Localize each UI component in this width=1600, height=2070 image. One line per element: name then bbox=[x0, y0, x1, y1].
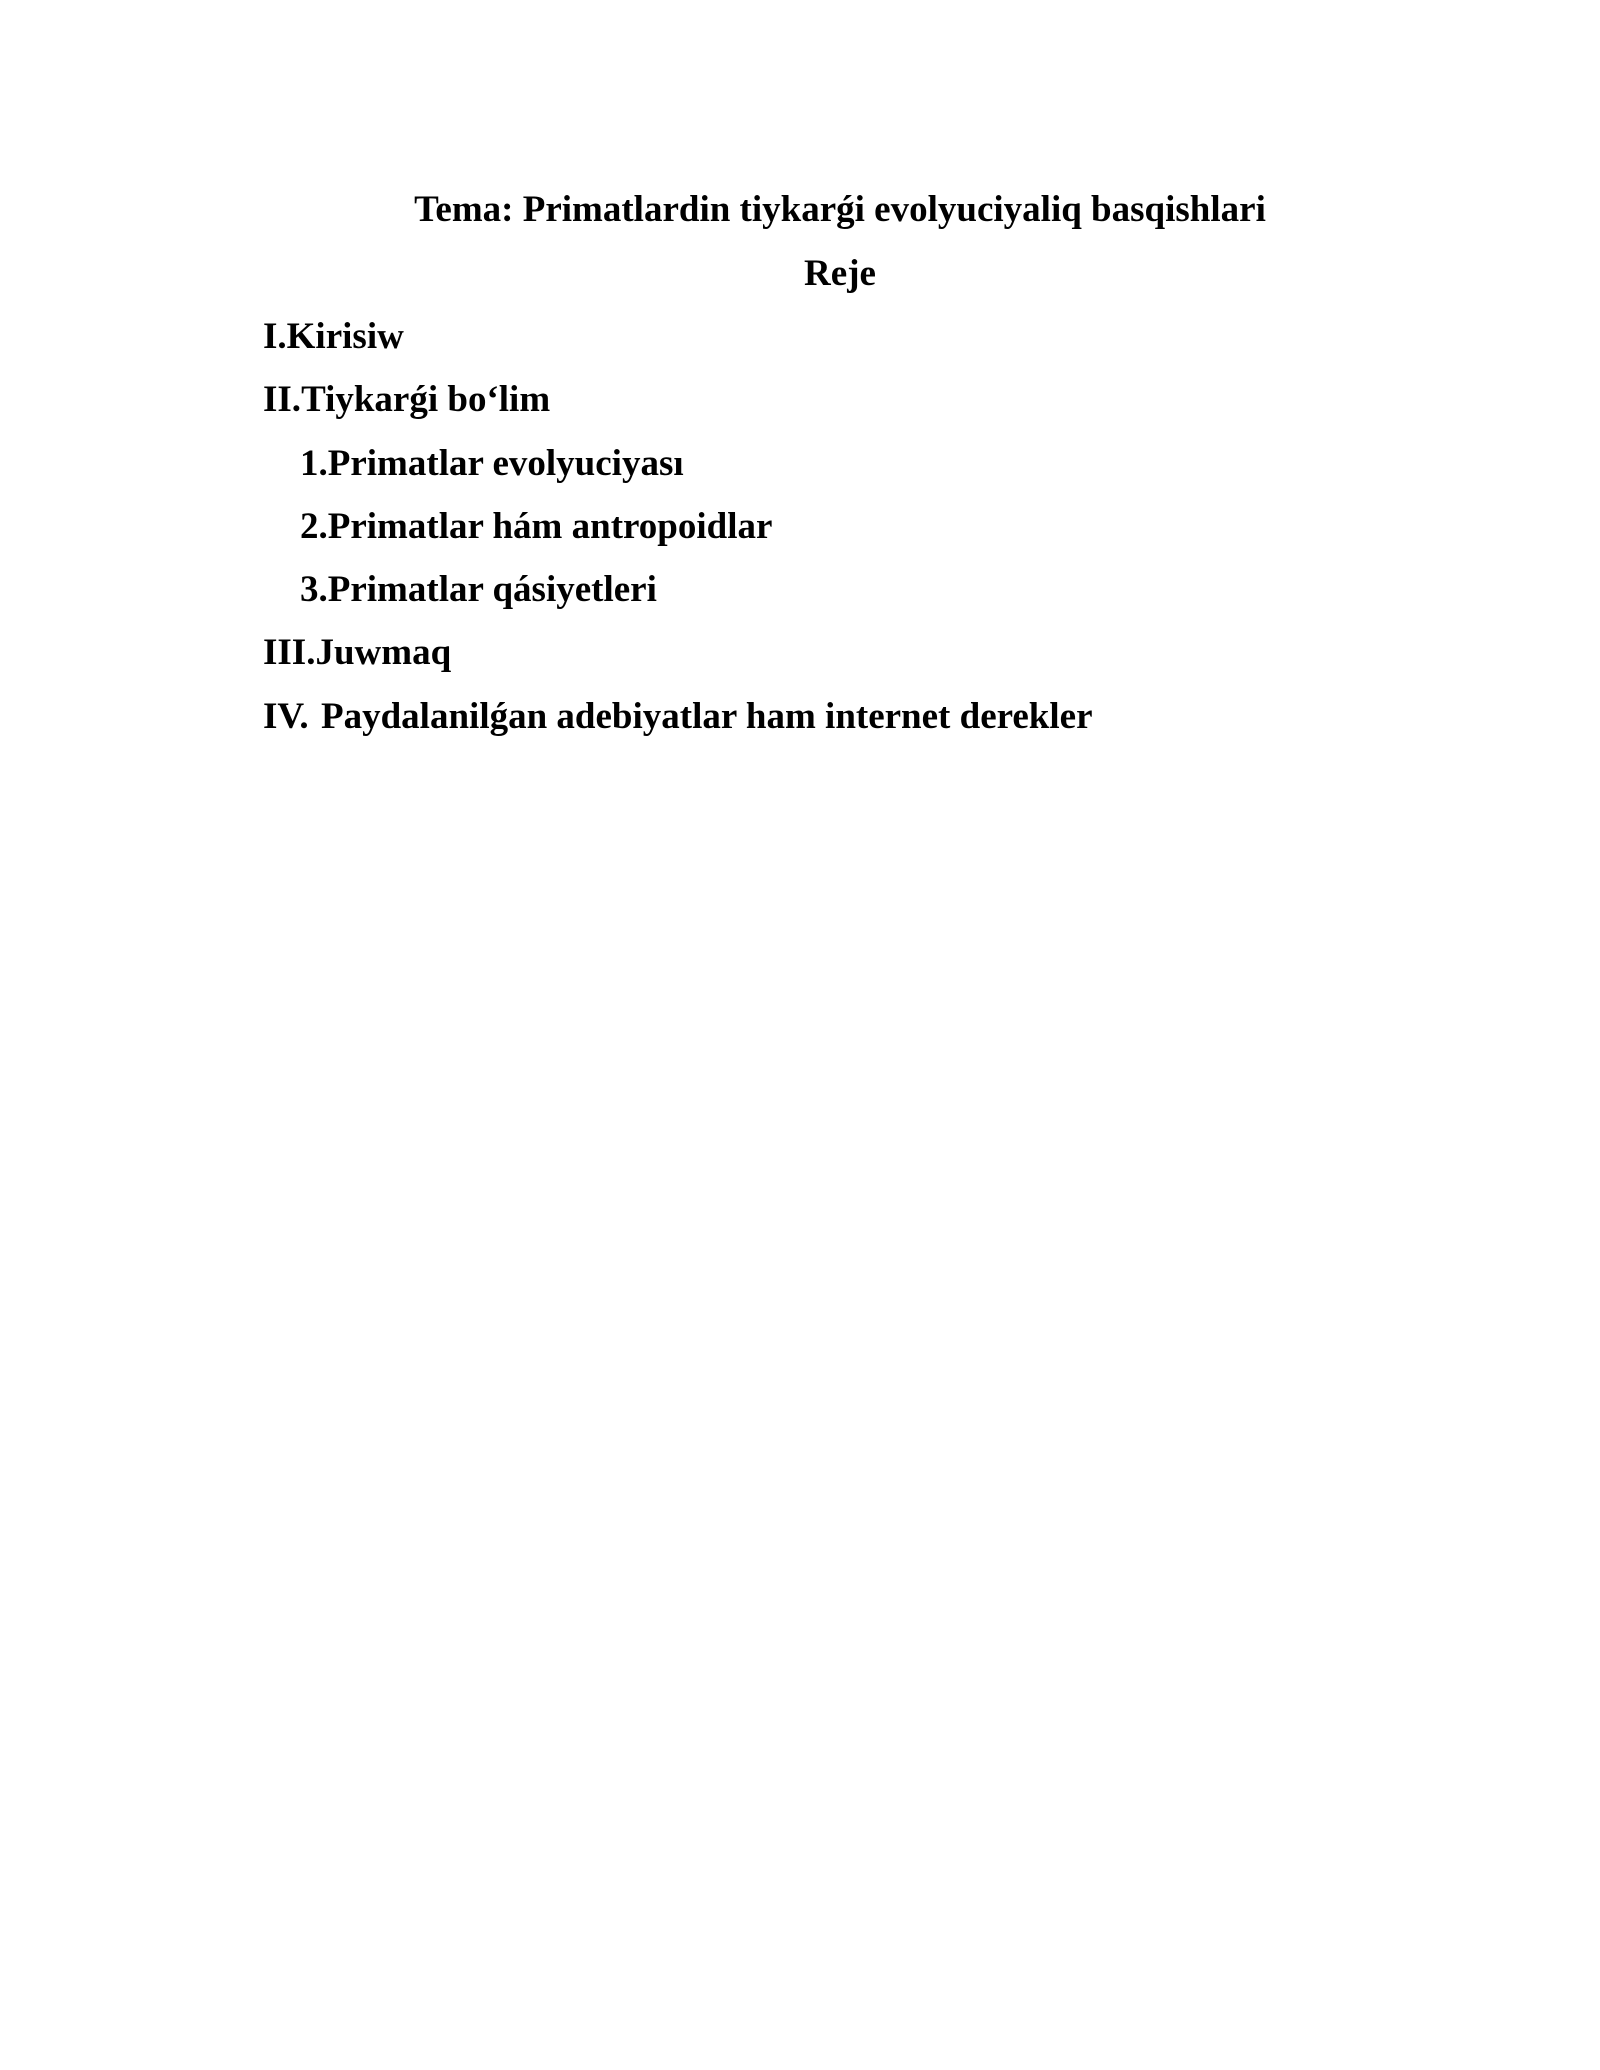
plan-item-text: Primatlar evolyuciyası bbox=[327, 442, 684, 484]
plan-item-references bbox=[263, 693, 1093, 756]
plan-item-text: Juwmaq bbox=[315, 632, 452, 674]
plan-item-text: Kirisiw bbox=[286, 316, 404, 357]
plan-item-main-part bbox=[263, 376, 1093, 439]
plan-item-number: IV. bbox=[263, 695, 309, 737]
plan-subitem-properties bbox=[263, 566, 1093, 629]
plan-heading: Reje bbox=[804, 253, 876, 294]
plan-subitem-evolution bbox=[263, 440, 1093, 503]
plan-item-introduction bbox=[263, 313, 1093, 376]
plan-item-number: 3. bbox=[300, 569, 328, 611]
document-title: Tema: Primatlardin tiykarǵi evolyuciyaliq basqishlari bbox=[414, 189, 1266, 230]
plan-item-text: Tiykarǵi bo‘lim bbox=[301, 379, 551, 421]
plan-item-number: I. bbox=[263, 316, 287, 357]
plan-item-number: III. bbox=[263, 632, 316, 674]
plan-list bbox=[263, 313, 1093, 756]
plan-item-conclusion bbox=[263, 629, 1093, 692]
plan-item-number: 1. bbox=[300, 442, 328, 484]
plan-item-number: 2. bbox=[300, 505, 328, 547]
plan-item-text: Primatlar qásiyetleri bbox=[327, 569, 657, 611]
plan-subitem-anthropoids bbox=[263, 503, 1093, 566]
plan-item-number: II. bbox=[263, 379, 302, 421]
plan-item-text: Primatlar hám antropoidlar bbox=[327, 505, 773, 547]
plan-item-text: Paydalanilǵan adebiyatlar ham internet derekler bbox=[321, 695, 1093, 737]
